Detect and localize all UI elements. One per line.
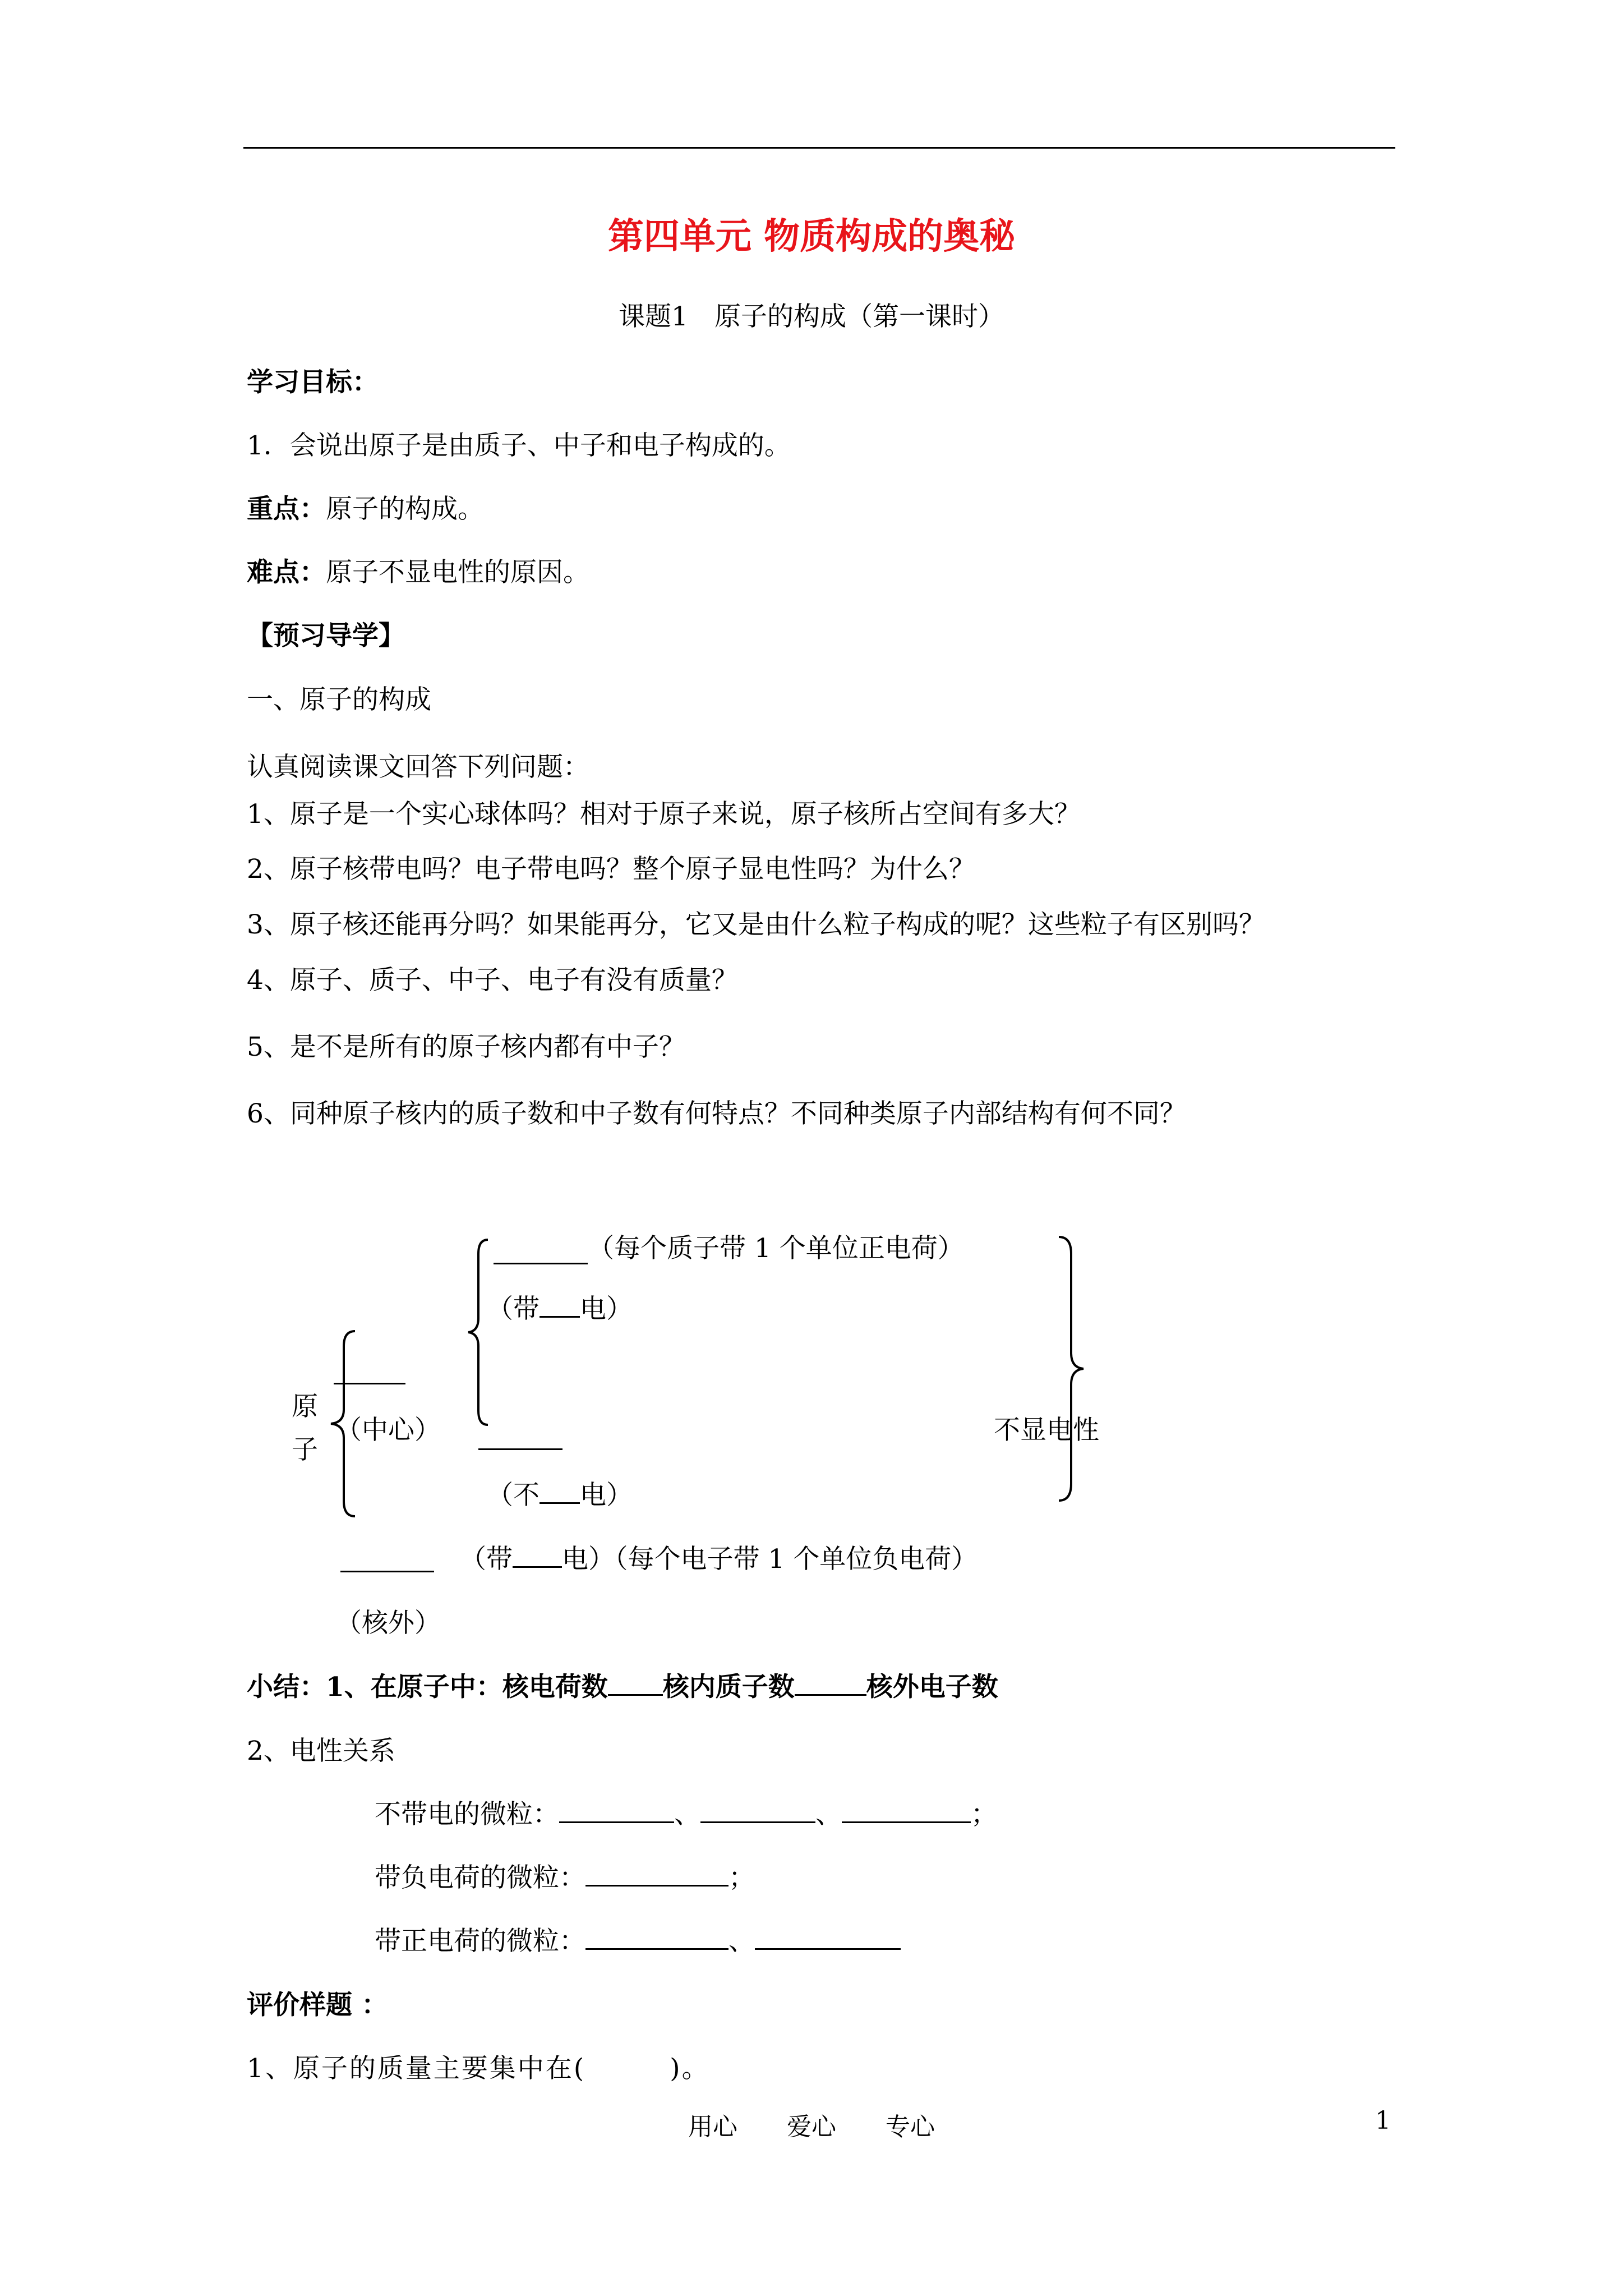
question: 6、同种原子核内的质子数和中子数有何特点？不同种类原子内部结构有何不同？ (247, 1098, 1186, 1129)
charge-relation-heading: 2、电性关系 (247, 1736, 395, 1766)
proton-note: （每个质子带 1 个单位正电荷） (588, 1233, 964, 1264)
objective-item: 1．会说出原子是由质子、中子和电子构成的。 (247, 430, 791, 461)
evaluation-question: 1、原子的质量主要集中在( )。 (247, 2053, 710, 2084)
neutron-blank (478, 1448, 562, 1450)
page-number: 1 (1375, 2106, 1391, 2135)
key-point-text: 原子的构成。 (326, 494, 484, 524)
page-title: 第四单元 物质构成的奥秘 (607, 215, 1016, 257)
question: 3、原子核还能再分吗？如果能再分，它又是由什么粒子构成的呢？这些粒子有区别吗？ (247, 909, 1265, 940)
objectives-heading: 学习目标： (247, 367, 379, 398)
question: 4、原子、质子、中子、电子有没有质量？ (247, 965, 738, 996)
charge-blank (513, 1544, 562, 1568)
electron-note: （带 电）（每个电子带 1 个单位负电荷） (460, 1544, 978, 1575)
key-point (247, 493, 484, 526)
difficulty-point (247, 556, 589, 590)
answer-blank[interactable] (842, 1799, 971, 1823)
question: 1、原子是一个实心球体吗？相对于原子来说，原子核所占空间有多大？ (247, 799, 1081, 830)
nucleus-left-brace (463, 1237, 496, 1428)
summary-line: 小结：1、在原子中：核电荷数 核内质子数 核外电子数 (247, 1672, 998, 1703)
answer-blank[interactable] (559, 1799, 674, 1823)
positive-particles: 带正电荷的微粒： 、 (375, 1925, 901, 1958)
difficulty-text: 原子不显电性的原因。 (326, 557, 589, 588)
answer-blank[interactable] (700, 1799, 815, 1823)
atom-label: 子 (292, 1434, 318, 1465)
difficulty-label: 难点： (247, 557, 326, 588)
nucleus-center: （中心） (335, 1415, 441, 1446)
answer-blank[interactable] (755, 1926, 901, 1950)
right-brace (1054, 1234, 1094, 1503)
answer-blank[interactable] (795, 1672, 866, 1696)
electron-blank (340, 1571, 434, 1572)
key-point-label: 重点： (247, 494, 326, 524)
instruction: 认真阅读课文回答下列问题： (247, 752, 589, 783)
proton-blank (494, 1263, 588, 1264)
footer-motto: 用心 爱心 专心 (688, 2113, 935, 2141)
proton-charge: （带 电） (487, 1294, 633, 1324)
neutron-charge: （不 电） (487, 1480, 633, 1511)
question: 2、原子核带电吗？电子带电吗？整个原子显电性吗？为什么？ (247, 854, 975, 885)
answer-blank[interactable] (585, 1926, 728, 1950)
lesson-subtitle: 课题1 原子的构成（第一课时） (619, 301, 1004, 332)
header-rule (243, 147, 1395, 149)
outside-label: （核外） (335, 1608, 441, 1639)
answer-blank[interactable] (585, 1862, 728, 1887)
section-heading: 一、原子的构成 (247, 684, 431, 715)
charge-blank (540, 1480, 580, 1504)
atom-label: 原 (292, 1391, 318, 1422)
preview-heading: 【预习导学】 (247, 620, 405, 651)
nucleus-blank (334, 1383, 405, 1384)
negative-particles: 带负电荷的微粒： ； (375, 1862, 755, 1893)
no-charge-label: 不显电性 (994, 1415, 1099, 1446)
evaluation-heading: 评价样题 ： (247, 1990, 388, 2021)
neutral-particles: 不带电的微粒： 、 、 ； (375, 1799, 997, 1830)
charge-blank (540, 1294, 580, 1318)
answer-blank[interactable] (608, 1672, 663, 1696)
question: 5、是不是所有的原子核内都有中子？ (247, 1032, 685, 1062)
